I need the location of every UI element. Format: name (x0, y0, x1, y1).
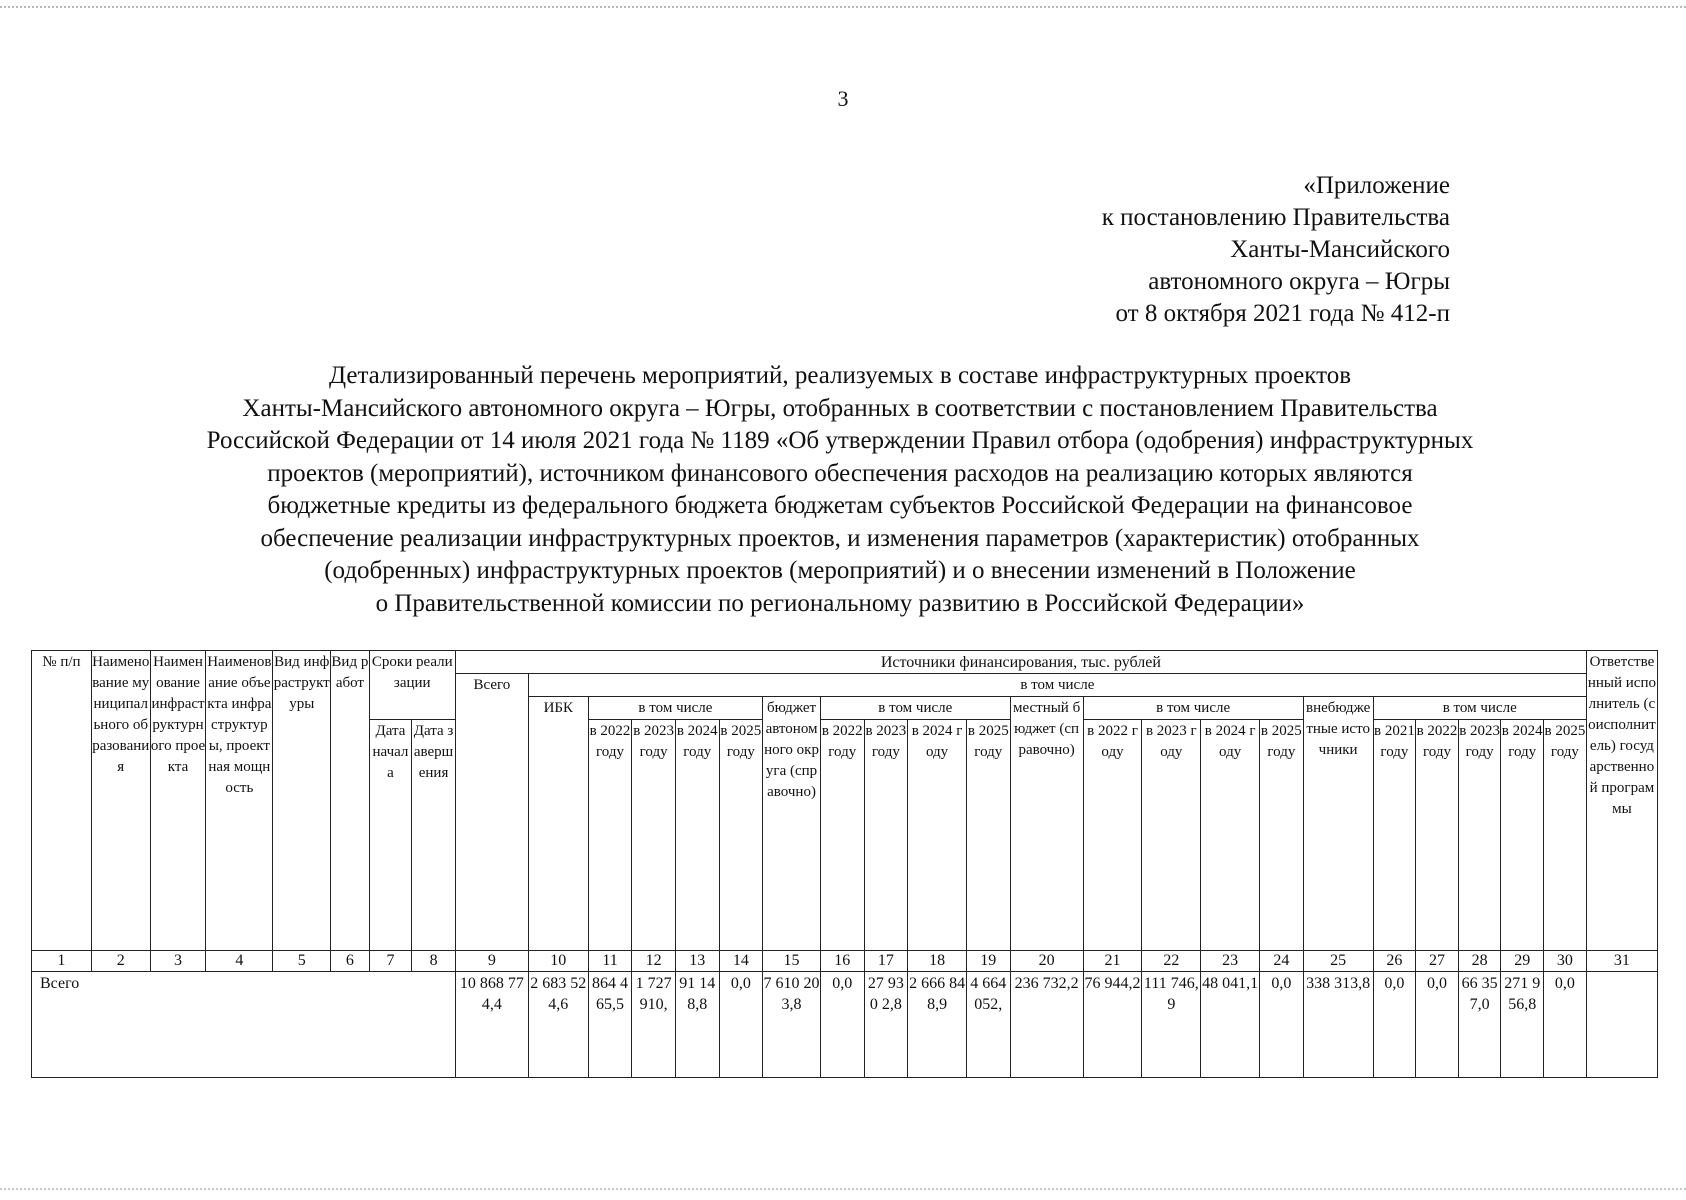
column-number: 8 (412, 951, 456, 972)
column-number: 18 (908, 951, 967, 972)
total-ibk: 2 683 524,6 (528, 972, 588, 1078)
title-line: Детализированный перечень мероприятий, реализуемых в составе инфраструктурных проектов (328, 362, 1351, 389)
total-local-2024: 48 041,1 (1201, 972, 1260, 1078)
total-extra-2025: 0,0 (1544, 972, 1587, 1078)
header-extra-2024: в 2024 году (1501, 720, 1544, 951)
appendix-line: к постановлению Правительства (1101, 204, 1450, 231)
header-extra-2023: в 2023 году (1458, 720, 1501, 951)
header-extra-2021: в 2021 году (1373, 720, 1416, 951)
header-local-incl: в том числе (1083, 697, 1303, 720)
header-ibk-2024: в 2024 году (675, 720, 719, 951)
column-number: 11 (588, 951, 632, 972)
header-infra-type: Вид инфраструктуры (273, 651, 331, 951)
header-ibk-2025: в 2025 году (719, 720, 763, 951)
header-end-date: Дата завершения (412, 720, 456, 951)
total-ibk-2022: 864 465,5 (588, 972, 632, 1078)
column-number: 20 (1010, 951, 1083, 972)
header-extra-incl: в том числе (1373, 697, 1586, 720)
total-ibk-2024: 91 148,8 (675, 972, 719, 1078)
header-local-2024: в 2024 году (1201, 720, 1260, 951)
column-number: 5 (273, 951, 331, 972)
title-line: обеспечение реализации инфраструктурных проектов, и изменения параметров (характеристик) отобранных (260, 524, 1420, 552)
column-number: 2 (91, 951, 150, 972)
header-responsible: Ответственный исполнитель (соисполнитель) государственной программы (1586, 651, 1657, 951)
column-number: 15 (763, 951, 821, 972)
appendix-line: автономного округа – Югры (1148, 268, 1450, 295)
header-ibk-incl: в том числе (588, 697, 762, 720)
column-number: 17 (864, 951, 908, 972)
scan-edge-top (0, 6, 1686, 8)
title-line: проектов (мероприятий), источником финансового обеспечения расходов на реализацию которых являются (267, 459, 1413, 487)
total-local-2023: 111 746,9 (1142, 972, 1201, 1078)
total-ibk-2023: 1 727 910, (632, 972, 676, 1078)
column-number: 3 (150, 951, 206, 972)
header-sources: Источники финансирования, тыс. рублей (455, 651, 1586, 674)
total-extra-2023: 66 357,0 (1458, 972, 1501, 1078)
total-local-2022: 76 944,2 (1083, 972, 1142, 1078)
header-local-2022: в 2022 году (1083, 720, 1142, 951)
header-num: № п/п (32, 651, 92, 951)
column-number: 25 (1303, 951, 1373, 972)
header-okrug-2022: в 2022 году (820, 720, 864, 951)
header-work-type: Вид работ (331, 651, 370, 951)
total-okrug: 7 610 203,8 (763, 972, 821, 1078)
column-number: 4 (206, 951, 273, 972)
header-extra-2025: в 2025 году (1544, 720, 1587, 951)
appendix-line: «Приложение (1303, 172, 1450, 199)
column-number: 28 (1458, 951, 1501, 972)
total-extra-2022: 0,0 (1416, 972, 1459, 1078)
total-okrug-2025: 4 664 052, (966, 972, 1010, 1078)
scan-edge-bottom (0, 1188, 1686, 1190)
title-line: бюджетные кредиты из федерального бюджета бюджетам субъектов Российской Федерации на финансовое (267, 492, 1413, 519)
appendix-line: от 8 октября 2021 года № 412-п (1115, 300, 1450, 327)
title-line: (одобренных) инфраструктурных проектов (мероприятий) и о внесении изменений в Положение (324, 557, 1356, 584)
title-line: Российской Федерации от 14 июля 2021 года № 1189 «Об утверждении Правил отбора (одобрения) инфраструктурных (206, 427, 1474, 454)
column-number: 9 (455, 951, 528, 972)
header-okrug-incl: в том числе (820, 697, 1010, 720)
total-all: 10 868 774,4 (455, 972, 528, 1078)
header-local: местный бюджет (справочно) (1010, 697, 1083, 951)
header-okrug-2023: в 2023 году (864, 720, 908, 951)
total-okrug-2024: 2 666 848,9 (908, 972, 967, 1078)
header-extra: внебюджетные источники (1303, 697, 1373, 951)
total-local: 236 732,2 (1010, 972, 1083, 1078)
column-number: 14 (719, 951, 763, 972)
column-number: 29 (1501, 951, 1544, 972)
header-okrug: бюджет автономного округа (справочно) (763, 697, 821, 951)
column-number: 31 (1586, 951, 1657, 972)
title-line: о Правительственной комиссии по региональному развитию в Российской Федерации» (375, 589, 1305, 617)
document-title (90, 360, 1590, 620)
header-start-date: Дата начала (369, 720, 412, 951)
header-okrug-2024: в 2024 году (908, 720, 967, 951)
header-okrug-2025: в 2025 году (966, 720, 1010, 951)
projects-table (31, 650, 1658, 1078)
column-number: 19 (966, 951, 1010, 972)
column-number: 26 (1373, 951, 1416, 972)
column-number: 6 (331, 951, 370, 972)
total-okrug-2023: 27 930 2,8 (864, 972, 908, 1078)
header-incl: в том числе (528, 674, 1586, 697)
header-ibk-2022: в 2022 году (588, 720, 632, 951)
column-number: 7 (369, 951, 412, 972)
column-number: 22 (1142, 951, 1201, 972)
total-label: Всего (32, 972, 456, 1078)
header-ibk-2023: в 2023 году (632, 720, 676, 951)
header-total: Всего (455, 674, 528, 951)
total-okrug-2022: 0,0 (820, 972, 864, 1078)
column-number: 12 (632, 951, 676, 972)
total-ibk-2025: 0,0 (719, 972, 763, 1078)
total-responsible (1586, 972, 1657, 1078)
column-number: 27 (1416, 951, 1459, 972)
total-extra: 338 313,8 (1303, 972, 1373, 1078)
header-local-2025: в 2025 году (1260, 720, 1304, 951)
total-extra-2021: 0,0 (1373, 972, 1416, 1078)
column-number: 16 (820, 951, 864, 972)
header-terms: Сроки реализации (369, 651, 455, 720)
column-number: 13 (675, 951, 719, 972)
appendix-line: Ханты-Мансийского (1230, 236, 1450, 263)
column-number: 30 (1544, 951, 1587, 972)
page-number: 3 (837, 86, 849, 111)
title-line: Ханты-Мансийского автономного округа – Югры, отобранных в соответствии с постановлением Правительства (242, 394, 1438, 422)
total-row (32, 972, 1658, 1078)
header-extra-2022: в 2022 году (1416, 720, 1459, 951)
header-municipality: Наименование муниципального образования (91, 651, 150, 951)
column-number: 24 (1260, 951, 1304, 972)
appendix-block (1102, 170, 1450, 330)
column-number: 23 (1201, 951, 1260, 972)
total-local-2025: 0,0 (1260, 972, 1304, 1078)
column-number: 10 (528, 951, 588, 972)
header-object: Наименование объекта инфраструктуры, проектная мощность (206, 651, 273, 951)
header-ibk: ИБК (528, 697, 588, 951)
header-project: Наименование инфраструктурного проекта (150, 651, 206, 951)
column-number: 1 (32, 951, 92, 972)
column-number: 21 (1083, 951, 1142, 972)
header-local-2023: в 2023 году (1142, 720, 1201, 951)
total-extra-2024: 271 956,8 (1501, 972, 1544, 1078)
